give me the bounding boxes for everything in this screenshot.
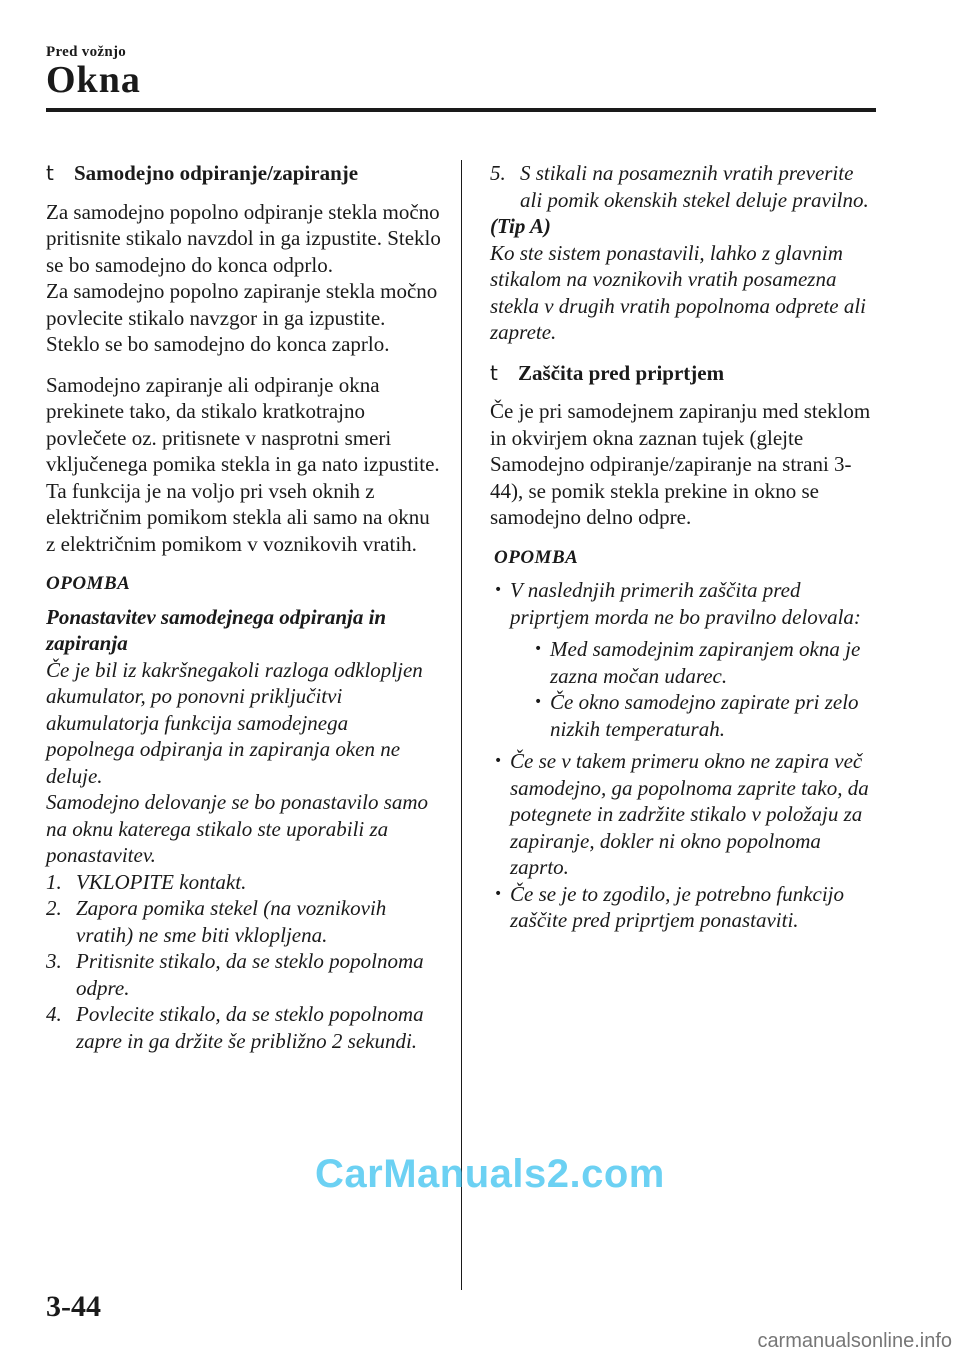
sub-bullet-item <box>530 636 880 689</box>
bullet-item <box>490 881 880 934</box>
bullet-text: Če okno samodejno zapirate pri zelo nizkih temperaturah. <box>550 690 859 741</box>
paragraph: Za samodejno popolno zapiranje stekla močno povlecite stikalo navzgor in ga izpustite. Steklo se bo samodejno do konca zaprlo. <box>46 279 438 356</box>
bullet-dot-icon: • <box>534 641 543 657</box>
bullet-dot-icon: • <box>494 582 503 598</box>
step-text: S stikali na posameznih vratih preverite ali pomik okenskih stekel deluje pravilno. <box>520 161 869 212</box>
bullet-text: V naslednjih primerih zaščita pred priprtjem morda ne bo pravilno delovala: <box>510 578 861 629</box>
step-text: Pritisnite stikalo, da se steklo popolnoma odpre. <box>76 949 424 1000</box>
step-text: Zapora pomika stekel (na voznikovih vratih) ne sme biti vklopljena. <box>76 896 387 947</box>
step-number: 4. <box>46 1002 62 1026</box>
bullet-marker-icon: t <box>46 161 54 185</box>
steps-list <box>46 869 442 1055</box>
left-column <box>46 160 442 1054</box>
paragraph: Ta funkcija je na voljo pri vseh oknih z električnim pomikom stekla ali samo na oknu z električnim pomikom v voznikovih vratih. <box>46 478 430 556</box>
note-title: Ponastavitev samodejnega odpiranja in zapiranja <box>46 604 387 655</box>
step-item <box>46 1001 442 1054</box>
step-item <box>46 895 442 948</box>
sub-bullets <box>530 636 880 742</box>
bullet-text: Če se v takem primeru okno ne zapira več samodejno, ga popolnoma zaprite tako, da potegnete in zadržite stikalo v položaju za zapiranje, dokler ni okno popolnoma zaprto. <box>510 749 869 879</box>
step-number: 5. <box>490 161 506 185</box>
footer-watermark: carmanualsonline.info <box>757 1330 952 1352</box>
paragraph: Samodejno zapiranje ali odpiranje okna prekinete tako, da stikalo kratkotrajno povlečete oz. pritisnete v nasprotni smeri vključenega pomika stekla in ga nato izpustite. <box>46 372 440 476</box>
note-label: OPOMBA <box>46 573 131 594</box>
page-number: 3-44 <box>46 1290 101 1323</box>
bullet-text: Če se je to zgodilo, je potrebno funkcijo zaščite pred priprtjem ponastaviti. <box>510 881 845 932</box>
step-number: 2. <box>46 896 62 920</box>
bullet-item <box>490 748 880 881</box>
bullet-marker-icon: t <box>490 360 498 385</box>
tip-paragraph: Ko ste sistem ponastavili, lahko z glavnim stikalom na voznikovih vratih posamezna stekla v drugih vratih popolnoma odprete ali zaprete. <box>490 240 867 344</box>
paragraph: Za samodejno popolno odpiranje stekla močno pritisnite stikalo navzdol in ga izpustite. Steklo se bo samodejno do konca odprlo. <box>46 199 441 277</box>
note-label: OPOMBA <box>494 546 579 568</box>
step-number: 3. <box>46 949 62 973</box>
column-divider <box>461 160 462 1290</box>
bullet-item <box>490 577 880 742</box>
section-label: Pred vožnjo <box>46 44 127 60</box>
bullet-dot-icon: • <box>534 694 543 710</box>
section-heading-auto <box>46 160 442 187</box>
section-heading-antipinch <box>490 360 880 387</box>
heading-text: Samodejno odpiranje/zapiranje <box>74 161 359 185</box>
bullet-text: Med samodejnim zapiranjem okna je zazna močan udarec. <box>550 637 861 688</box>
right-column <box>490 160 880 934</box>
step-number: 1. <box>46 869 62 894</box>
note-paragraph: Če je bil iz kakršnegakoli razloga odklopljen akumulator, po ponovni priključitvi akumulatorja funkcija samodejnega popolnega odpiranja in zapiranja oken ne deluje. <box>46 657 423 788</box>
sub-bullet-item <box>530 689 880 742</box>
tip-label: (Tip A) <box>490 214 551 238</box>
page-title: Okna <box>46 59 141 101</box>
step-item <box>46 948 442 1001</box>
step-item <box>46 869 442 896</box>
steps-list-cont <box>490 160 880 213</box>
step-text: Povlecite stikalo, da se steklo popolnoma zapre in ga držite še približno 2 sekundi. <box>76 1002 424 1053</box>
bullet-dot-icon: • <box>494 753 503 769</box>
step-text: VKLOPITE kontakt. <box>76 869 247 894</box>
heading-text: Zaščita pred priprtjem <box>518 360 725 385</box>
bullet-dot-icon: • <box>494 885 503 902</box>
watermark: CarManuals2.com <box>315 1152 665 1196</box>
header-rule <box>46 108 876 112</box>
paragraph: Če je pri samodejnem zapiranju med steklom in okvirjem okna zaznan tujek (glejte Samodejno odpiranje/zapiranje na strani 3-44), se pomik stekla prekine in okno se samodejno delno odpre. <box>490 399 871 529</box>
note-paragraph: Samodejno delovanje se bo ponastavilo samo na oknu katerega stikalo ste uporabili za ponastavitev. <box>46 790 429 867</box>
step-item <box>490 160 880 213</box>
note-bullets <box>490 577 880 934</box>
